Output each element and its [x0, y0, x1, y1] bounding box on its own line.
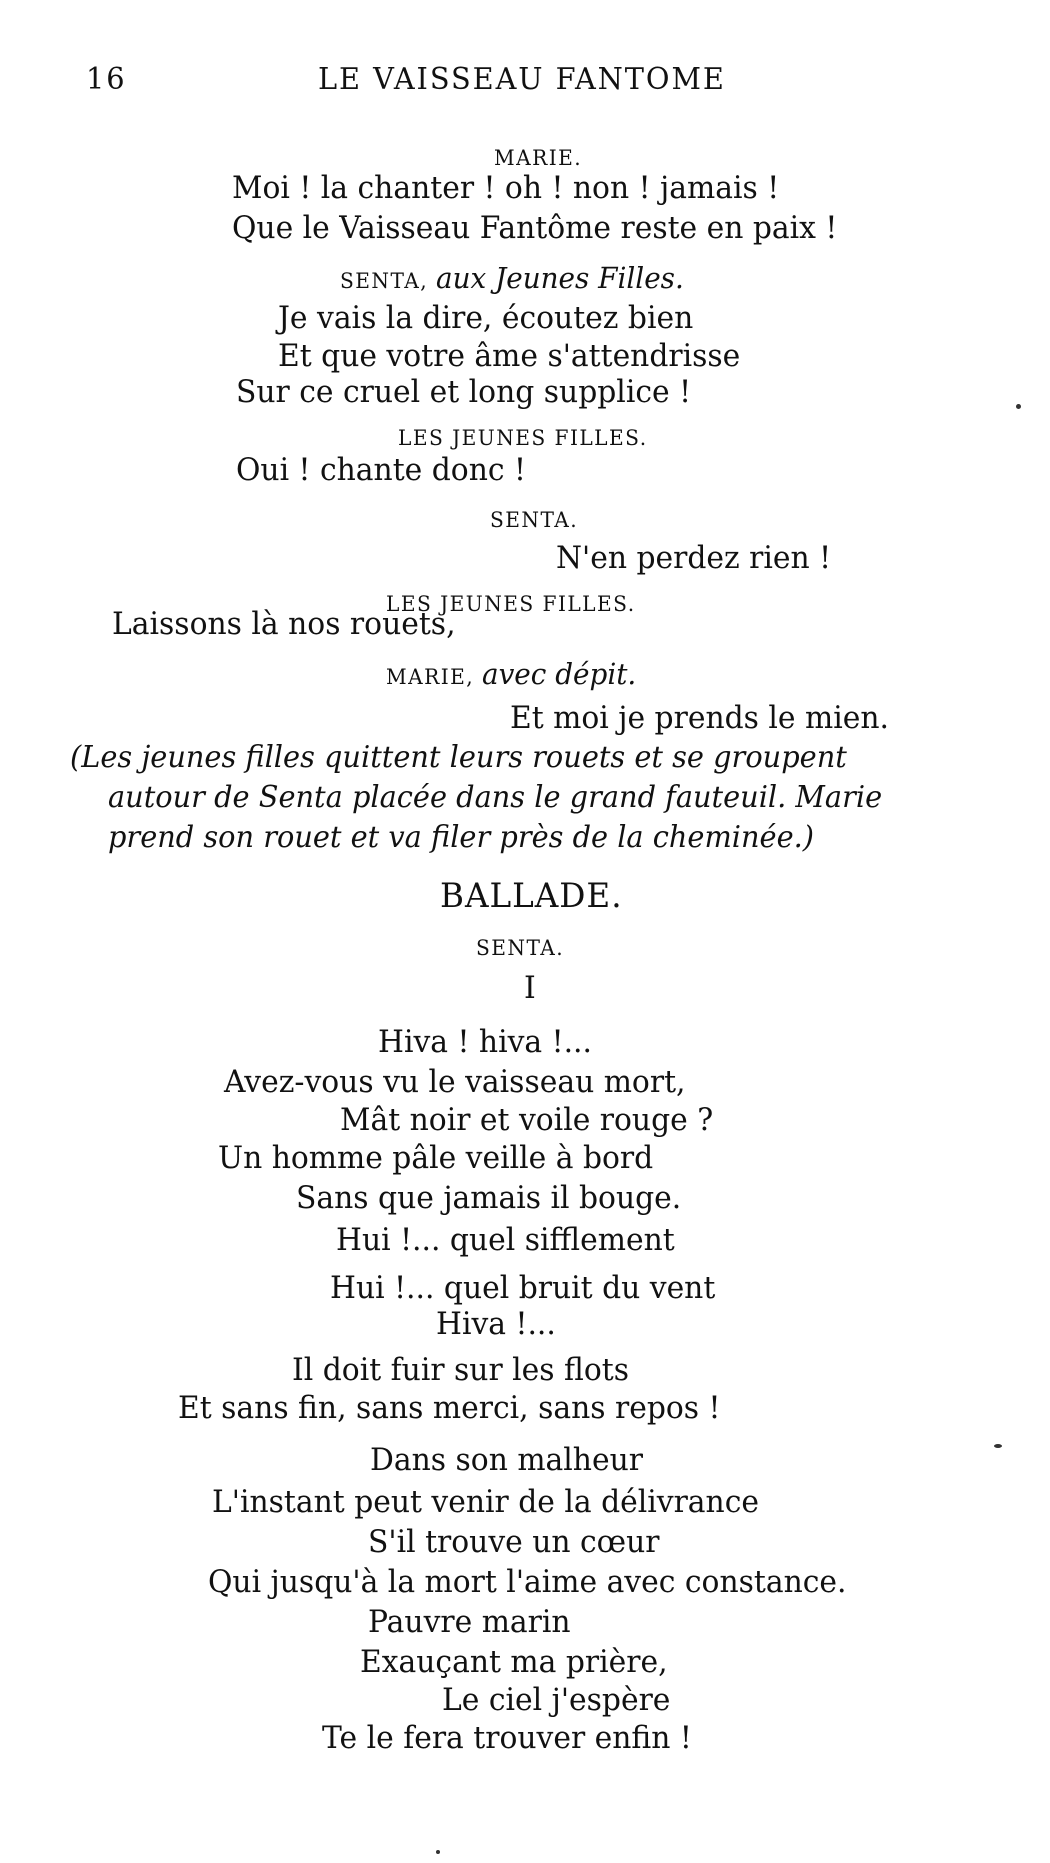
verse-line: Je vais la dire, écoutez bien — [278, 300, 694, 336]
verse-line: Mât noir et voile rouge ? — [340, 1102, 714, 1138]
verse-line: N'en perdez rien ! — [556, 540, 832, 576]
verse-line: Avez-vous vu le vaisseau mort, — [224, 1064, 686, 1100]
stage-direction-line: autour de Senta placée dans le grand fauteuil. Marie — [108, 780, 883, 815]
speaker-senta: SENTA. — [476, 936, 565, 960]
verse-line: Et sans fin, sans merci, sans repos ! — [178, 1390, 721, 1426]
stage-direction: avec dépit. — [481, 657, 637, 691]
verse-line: S'il trouve un cœur — [368, 1524, 660, 1560]
page-number: 16 — [86, 62, 127, 97]
verse-line: Exauçant ma prière, — [360, 1644, 668, 1680]
verse-line: Moi ! la chanter ! oh ! non ! jamais ! — [232, 170, 780, 206]
speaker-jeunes-filles: LES JEUNES FILLES. — [398, 426, 648, 450]
running-title: LE VAISSEAU FANTOME — [318, 62, 726, 97]
verse-line: Pauvre marin — [368, 1604, 571, 1640]
verse-line: Hiva ! hiva !... — [378, 1024, 592, 1060]
verse-line: Sur ce cruel et long supplice ! — [236, 374, 692, 410]
verse-line: Qui jusqu'à la mort l'aime avec constance. — [208, 1564, 847, 1600]
verse-line: Le ciel j'espère — [442, 1682, 671, 1718]
speaker-marie — [386, 656, 636, 695]
speaker-marie: MARIE. — [494, 146, 583, 170]
verse-line: Dans son malheur — [370, 1442, 643, 1478]
verse-line: Hiva !... — [436, 1306, 556, 1342]
speaker-senta — [340, 260, 684, 299]
verse-line: Et moi je prends le mien. — [510, 700, 889, 736]
speaker-jeunes-filles: LES JEUNES FILLES. — [386, 592, 636, 616]
speaker-name: MARIE, — [386, 665, 475, 689]
verse-line: Laissons là nos rouets, — [112, 606, 456, 642]
speaker-senta: SENTA. — [490, 508, 579, 532]
speaker-name: SENTA, — [340, 269, 429, 293]
paper-speck — [436, 1850, 440, 1854]
stanza-number: I — [524, 970, 536, 1006]
stage-direction: aux Jeunes Filles. — [435, 261, 684, 295]
stage-direction-line: (Les jeunes filles quittent leurs rouets et se groupent — [70, 740, 847, 775]
paper-speck — [1016, 404, 1021, 409]
verse-line: Il doit fuir sur les flots — [292, 1352, 630, 1388]
verse-line: Te le fera trouver enfin ! — [322, 1720, 692, 1756]
verse-line: Oui ! chante donc ! — [236, 452, 526, 488]
verse-line: Et que votre âme s'attendrisse — [278, 338, 741, 374]
section-title: BALLADE. — [440, 876, 623, 916]
verse-line: Hui !... quel bruit du vent — [330, 1270, 716, 1306]
verse-line: L'instant peut venir de la délivrance — [212, 1484, 760, 1520]
stage-direction-line: prend son rouet et va filer près de la cheminée.) — [108, 820, 815, 855]
verse-line: Sans que jamais il bouge. — [296, 1180, 682, 1216]
paper-speck — [994, 1444, 1002, 1448]
verse-line: Hui !... quel sifflement — [336, 1222, 675, 1258]
verse-line: Un homme pâle veille à bord — [218, 1140, 654, 1176]
verse-line: Que le Vaisseau Fantôme reste en paix ! — [232, 210, 838, 246]
